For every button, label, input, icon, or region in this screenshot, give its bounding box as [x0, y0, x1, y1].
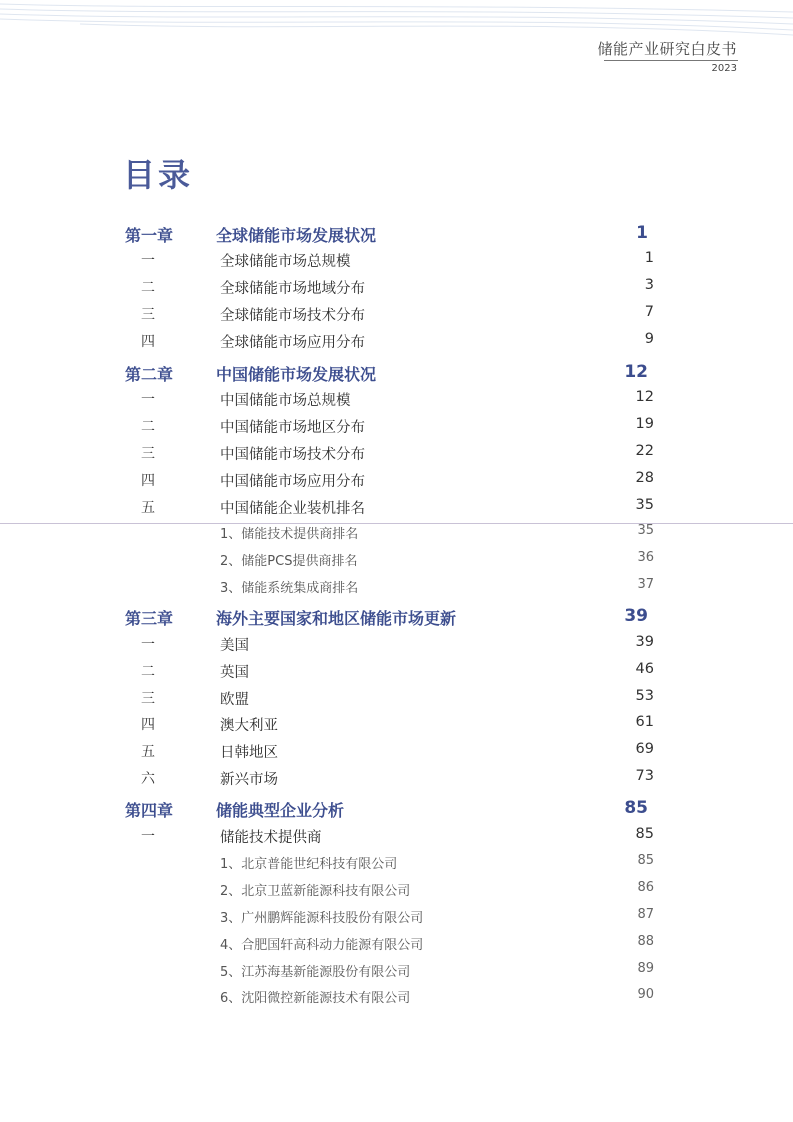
toc-page-number: 12 [624, 362, 648, 382]
toc-section-row [123, 497, 654, 519]
toc-page-number: 85 [637, 853, 654, 868]
toc-subsection-row [123, 961, 654, 983]
toc-section-row [123, 443, 654, 465]
toc-number: 二 [141, 664, 155, 680]
toc-label: 5、江苏海基新能源股份有限公司 [220, 965, 411, 980]
toc-label: 美国 [220, 638, 249, 654]
toc-label: 3、储能系统集成商排名 [220, 581, 359, 596]
toc-number: 一 [141, 829, 155, 845]
toc-subsection-row [123, 934, 654, 956]
toc-label: 6、沈阳微控新能源技术有限公司 [220, 991, 411, 1006]
toc-label: 新兴市场 [220, 772, 278, 788]
toc-label: 澳大利亚 [220, 718, 278, 734]
toc-section-row [123, 741, 654, 763]
toc-number: 第一章 [125, 226, 174, 245]
toc-section-row [123, 331, 654, 353]
toc-number: 三 [141, 446, 155, 462]
toc-number: 一 [141, 253, 155, 269]
header-wave-decoration [0, 0, 793, 40]
toc-label: 海外主要国家和地区储能市场更新 [216, 609, 457, 628]
toc-label: 3、广州鹏辉能源科技股份有限公司 [220, 911, 424, 926]
toc-page-number: 85 [624, 798, 648, 818]
toc-label: 2、储能PCS提供商排名 [220, 554, 358, 569]
toc-subsection-row [123, 523, 654, 545]
toc-number: 四 [141, 334, 155, 350]
toc-page-number: 3 [644, 277, 654, 293]
toc-page-number: 28 [635, 470, 654, 486]
toc-section-row [123, 688, 654, 710]
toc-label: 1、北京普能世纪科技有限公司 [220, 857, 398, 872]
toc-label: 中国储能市场应用分布 [220, 474, 365, 490]
toc-number: 二 [141, 419, 155, 435]
toc-page-number: 36 [637, 550, 654, 565]
toc-label: 4、合肥国轩高科动力能源有限公司 [220, 938, 424, 953]
toc-number: 一 [141, 637, 155, 653]
toc-chapter-row [123, 798, 648, 820]
toc-label: 全球储能市场技术分布 [220, 308, 365, 324]
toc-label: 英国 [220, 665, 249, 681]
toc-chapter-row [123, 223, 648, 245]
toc-number: 四 [141, 473, 155, 489]
toc-label: 中国储能市场发展状况 [216, 365, 377, 384]
toc-section-row [123, 470, 654, 492]
toc-page-number: 9 [644, 331, 654, 347]
toc-label: 2、北京卫蓝新能源科技有限公司 [220, 884, 411, 899]
toc-label: 全球储能市场总规模 [220, 254, 351, 270]
toc-label: 中国储能市场技术分布 [220, 447, 365, 463]
toc-section-row [123, 416, 654, 438]
toc-number: 二 [141, 280, 155, 296]
toc-label: 全球储能市场地域分布 [220, 281, 365, 297]
toc-label: 中国储能市场地区分布 [220, 420, 365, 436]
toc-chapter-row [123, 362, 648, 384]
toc-page-number: 19 [635, 416, 654, 432]
toc-page-number: 69 [635, 741, 654, 757]
toc-subsection-row [123, 550, 654, 572]
toc-label: 储能技术提供商 [220, 830, 322, 846]
toc-page-number: 35 [637, 523, 654, 538]
toc-subsection-row [123, 880, 654, 902]
toc-number: 五 [141, 500, 155, 516]
toc-label: 全球储能市场应用分布 [220, 335, 365, 351]
toc-number: 四 [141, 717, 155, 733]
header-rule [604, 60, 738, 61]
toc-subsection-row [123, 907, 654, 929]
toc-page-number: 12 [635, 389, 654, 405]
toc-page-number: 46 [635, 661, 654, 677]
header-title: 储能产业研究白皮书 [597, 40, 737, 58]
toc-page-number: 39 [624, 606, 648, 626]
toc-page-number: 39 [635, 634, 654, 650]
toc-number: 第四章 [125, 801, 174, 820]
toc-number: 一 [141, 392, 155, 408]
toc-page-number: 61 [635, 714, 654, 730]
toc-subsection-row [123, 577, 654, 599]
toc-section-row [123, 389, 654, 411]
toc-section-row [123, 634, 654, 656]
toc-page-number: 73 [635, 768, 654, 784]
header-year: 2023 [711, 63, 737, 74]
page-title: 目录 [123, 156, 194, 194]
toc-label: 储能典型企业分析 [216, 801, 345, 820]
toc-page-number: 88 [637, 934, 654, 949]
toc-page-number: 85 [635, 826, 654, 842]
toc-page-number: 22 [635, 443, 654, 459]
toc-number: 三 [141, 691, 155, 707]
toc-label: 1、储能技术提供商排名 [220, 527, 359, 542]
toc-page-number: 90 [637, 987, 654, 1002]
toc-page-number: 1 [644, 250, 654, 266]
toc-section-row [123, 304, 654, 326]
toc-subsection-row [123, 987, 654, 1009]
toc-page-number: 7 [644, 304, 654, 320]
toc-label: 中国储能企业装机排名 [220, 501, 365, 517]
toc-section-row [123, 250, 654, 272]
toc-page-number: 1 [636, 223, 648, 243]
toc-page-number: 87 [637, 907, 654, 922]
toc-page-number: 86 [637, 880, 654, 895]
toc-page-number: 37 [637, 577, 654, 592]
toc-section-row [123, 768, 654, 790]
toc-number: 六 [141, 771, 155, 787]
toc-subsection-row [123, 853, 654, 875]
toc-page-number: 35 [635, 497, 654, 513]
toc-page-number: 53 [635, 688, 654, 704]
toc-number: 五 [141, 744, 155, 760]
toc-section-row [123, 826, 654, 848]
toc-number: 三 [141, 307, 155, 323]
toc-section-row [123, 661, 654, 683]
toc-page-number: 89 [637, 961, 654, 976]
toc-label: 全球储能市场发展状况 [216, 226, 377, 245]
toc-label: 欧盟 [220, 692, 249, 708]
toc-label: 日韩地区 [220, 745, 278, 761]
toc-section-row [123, 714, 654, 736]
toc-label: 中国储能市场总规模 [220, 393, 351, 409]
toc-number: 第三章 [125, 609, 174, 628]
toc-number: 第二章 [125, 365, 174, 384]
toc-section-row [123, 277, 654, 299]
toc-chapter-row [123, 606, 648, 628]
